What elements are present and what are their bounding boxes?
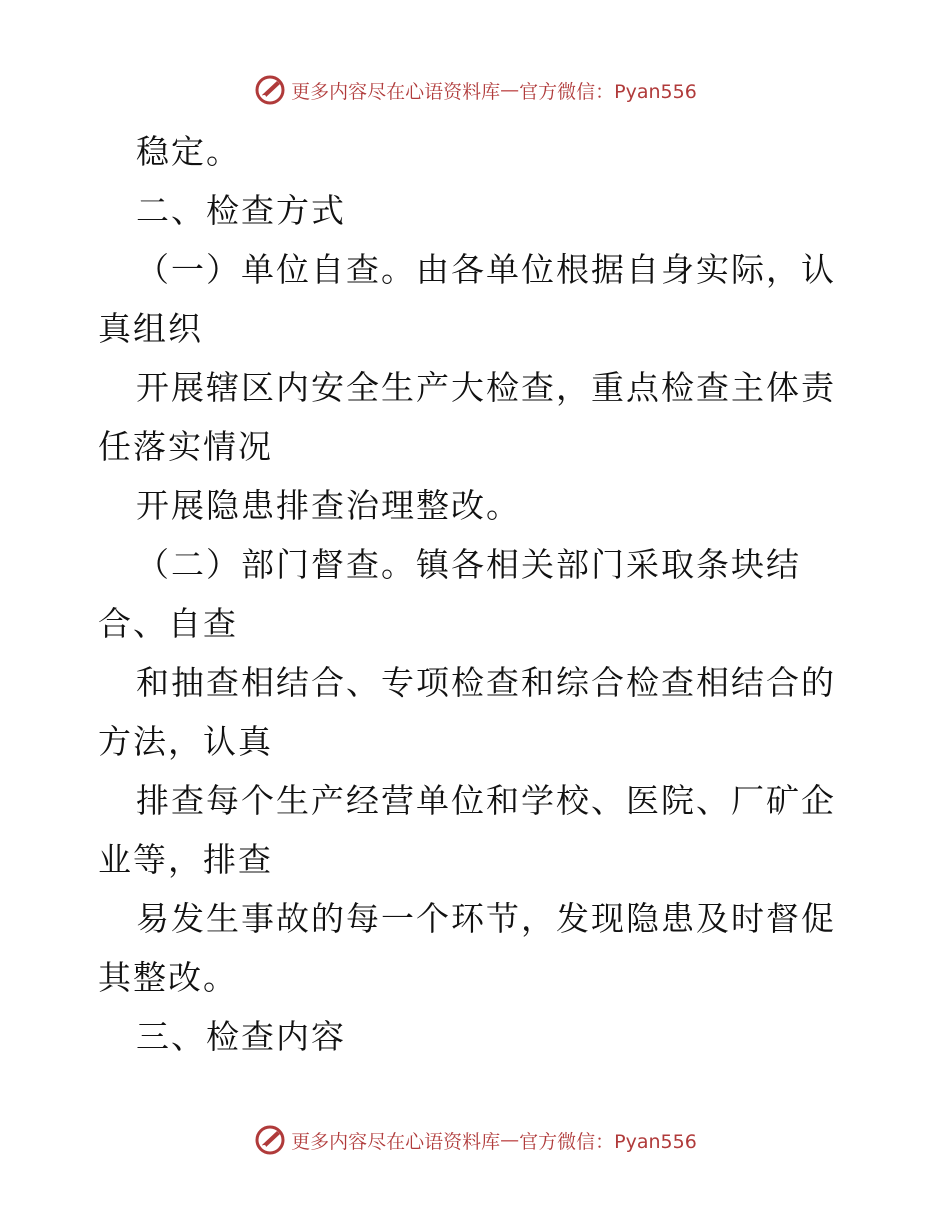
paragraph: 开展隐患排查治理整改。 (136, 486, 521, 525)
watermark-separator: — (500, 1129, 520, 1151)
paragraph: （二）部门督查。镇各相关部门采取条块结合、自查 (98, 545, 801, 643)
paragraph: 易发生事故的每一个环节，发现隐患及时督促其整改。 (98, 899, 836, 997)
brand-logo-icon (253, 1123, 287, 1157)
watermark-text: 更多内容尽在心语资料库 (291, 80, 501, 103)
header-watermark (0, 70, 950, 110)
section-heading: 二、检查方式 (136, 191, 346, 230)
brand-logo-icon (253, 73, 287, 107)
document-body (98, 122, 858, 1066)
watermark-official: 官方微信：Pyan556 (519, 1130, 697, 1153)
footer-watermark (0, 1120, 950, 1160)
watermark-separator: — (500, 79, 520, 101)
watermark-official: 官方微信：Pyan556 (519, 80, 697, 103)
watermark-text: 更多内容尽在心语资料库 (291, 1130, 501, 1153)
paragraph: 稳定。 (136, 132, 241, 171)
paragraph: 开展辖区内安全生产大检查，重点检查主体责任落实情况 (98, 368, 836, 466)
section-heading: 三、检查内容 (136, 1017, 346, 1056)
paragraph: 和抽查相结合、专项检查和综合检查相结合的方法，认真 (98, 663, 836, 761)
paragraph: 排查每个生产经营单位和学校、医院、厂矿企业等，排查 (98, 781, 836, 879)
paragraph: （一）单位自查。由各单位根据自身实际，认真组织 (98, 250, 836, 348)
